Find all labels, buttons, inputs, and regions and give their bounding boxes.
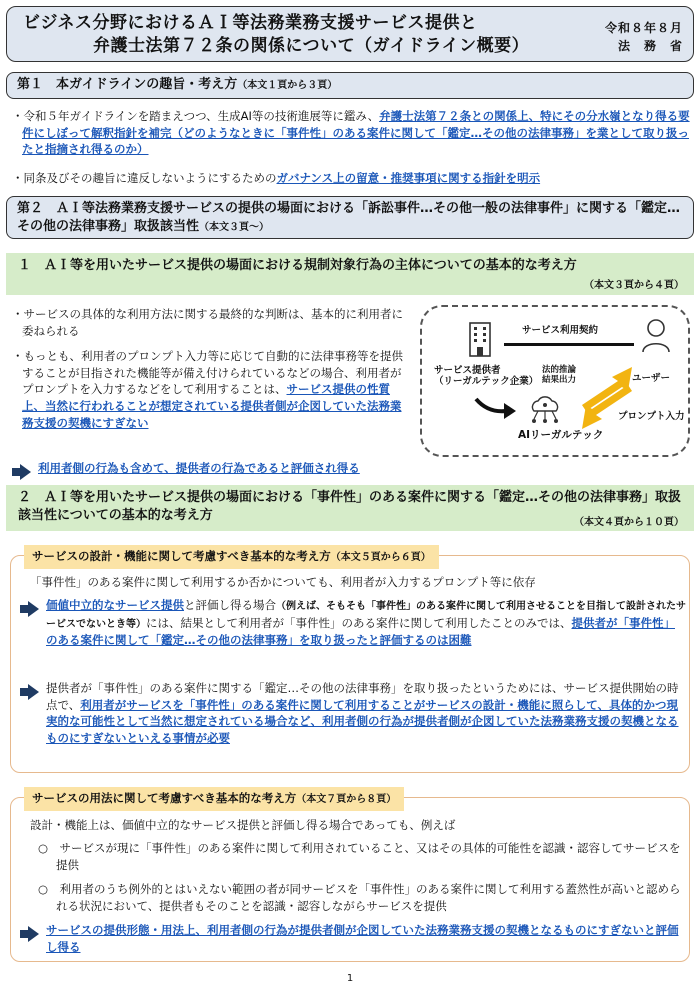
- arrow-icon: [28, 601, 39, 617]
- usage-intro: 設計・機能上は、価値中立的なサービス提供と評価し得る場合であっても、例えば: [30, 818, 456, 832]
- title-line-2: 弁護士法第７２条の関係について（ガイドライン概要）: [93, 35, 530, 56]
- usage-item-2: ○ 利用者のうち例外的とはいえない範囲の者が同サービスを「事件性」のある案件に関して利用する蓋然性が高いと認められる状況において、提供者もそのことを認識・認容しながらサービスを提供: [38, 882, 681, 913]
- usage-item-1: ○ サービスが現に「事件性」のある案件に関して利用されていること、又はその具体的可能性を認識・認容してサービスを提供: [38, 841, 681, 872]
- subsection-1-heading: １ ＡＩ等を用いたサービス提供の場面における規制対象行為の主体についての基本的な考え方 （本文３頁から４頁）: [6, 253, 694, 295]
- subsection-1-ref: （本文３頁から４頁）: [584, 279, 684, 291]
- design-function-intro: 「事件性」のある案件に関して利用するか否かについても、利用者が入力するプロンプト等に依存: [30, 575, 536, 589]
- design-function-point-1: 価値中立的なサービス提供と評価し得る場合（例えば、そもそも「事件性」のある案件に関して利用させることを目指して設計されたサービスでないとき等）には、結果として利用者が「事件性」のある案件に関して利用したことのみでは、提供者が「事件性」のある案件に関して「鑑定…その他の法律事務」を取り扱ったと評価するのは困難: [18, 597, 686, 649]
- user-icon: [640, 317, 672, 353]
- user-label: ユーザー: [632, 373, 671, 384]
- title-box: [6, 6, 694, 62]
- provider-label: サービス提供者 （リーガルテック企業）: [434, 365, 539, 388]
- issuing-ministry: 法 務 省: [617, 39, 683, 53]
- subsection-1-conclusion: 利用者側の行為も含めて、提供者の行為であると評価され得る: [10, 460, 670, 477]
- section-1-heading: 第１ 本ガイドラインの趣旨・考え方（本文１頁から３頁）: [6, 72, 694, 99]
- building-icon: [468, 321, 492, 357]
- design-function-point-2: 提供者が「事件性」のある案件に関する「鑑定…その他の法律事務」を取り扱ったというためには、サービス提供開始の時点で、利用者がサービスを「事件性」のある案件に関して利用することがサービスの設計・機能に照らして、具体的かつ現実的な可能性として当然に想定されている場合など、利用者側の行為が提供者側が企図していた法務業務支援の契機となるものにすぎないといえる事情が必要: [18, 680, 686, 747]
- subsection-2-ref: （本文４頁から１０頁）: [574, 516, 684, 528]
- page-number: 1: [346, 973, 354, 984]
- page-title: [23, 12, 529, 58]
- arrow-icon: [28, 926, 39, 942]
- usage-tag: サービスの用法に関して考慮すべき基本的な考え方（本文７頁から８頁）: [24, 787, 404, 811]
- section-1-bullet-2: ・同条及びその趣旨に違反しないようにするためのガバナンス上の留意・推奨事項に関する指針を明示: [12, 171, 541, 185]
- subsection-1-bullet-2: ・もっとも、利用者のプロンプト入力等に応じて自動的に法律事務等を提供することが目指された機能等が備え付けられているなどの場合、利用者がプロンプトを入力するなどをして利用することは、サービス提供の性質上、当然に行われることが想定されている提供者側が企図していた法務業務支援の契機にすぎない: [12, 349, 403, 430]
- arrow-icon: [28, 684, 39, 700]
- issuer-block: [605, 19, 683, 55]
- contract-line: [504, 343, 634, 346]
- section-2-ref: （本文３頁〜）: [199, 221, 270, 233]
- output-label: 法的推論 結果出力: [542, 365, 577, 386]
- design-function-tag: サービスの設計・機能に関して考慮すべき基本的な考え方（本文５頁から６頁）: [24, 545, 439, 569]
- ai-legaltech-label: AIリーガルテック: [518, 429, 604, 441]
- title-line-1: ビジネス分野におけるＡＩ等法務業務支援サービス提供と: [23, 13, 478, 33]
- flow-arrow-icon: [474, 395, 518, 421]
- section-1-ref: （本文１頁から３頁）: [237, 80, 338, 91]
- contract-label: サービス利用契約: [522, 325, 599, 336]
- subsection-1-bullet-1: ・サービスの具体的な利用方法に関する最終的な判断は、基本的に利用者に委ねられる: [12, 307, 403, 338]
- ai-cloud-icon: [524, 393, 566, 425]
- subsection-2-heading: ２ ＡＩ等を用いたサービス提供の場面における「事件性」のある案件に関する「鑑定…その他の法律事務」取扱該当性についての基本的な考え方 （本文４頁から１０頁）: [6, 485, 694, 531]
- service-diagram: [420, 305, 690, 457]
- section-2-heading: 第２ ＡＩ等法務業務支援サービスの提供の場面における「訴訟事件…その他一般の法律事件」に関する「鑑定…その他の法律事務」取扱該当性（本文３頁〜）: [6, 196, 694, 239]
- issue-date: 令和８年８月: [604, 21, 683, 35]
- exchange-arrows-icon: [572, 363, 642, 433]
- prompt-label: プロンプト入力: [618, 411, 685, 422]
- arrow-icon: [20, 464, 31, 480]
- usage-conclusion: サービスの提供形態・用法上、利用者側の行為が提供者側が企図していた法務業務支援の契機となるものにすぎないと評価し得る: [18, 922, 686, 955]
- section-1-bullet-1: ・令和５年ガイドラインを踏まえつつ、生成AI等の技術進展等に鑑み、弁護士法第７２条との関係上、特にその分水嶺となり得る要件にしぼって解釈指針を補完（どのようなときに「事件性」のある案件に関して「鑑定…その他の法律事務」を業として取り扱ったと指摘され得るのか）: [12, 109, 690, 157]
